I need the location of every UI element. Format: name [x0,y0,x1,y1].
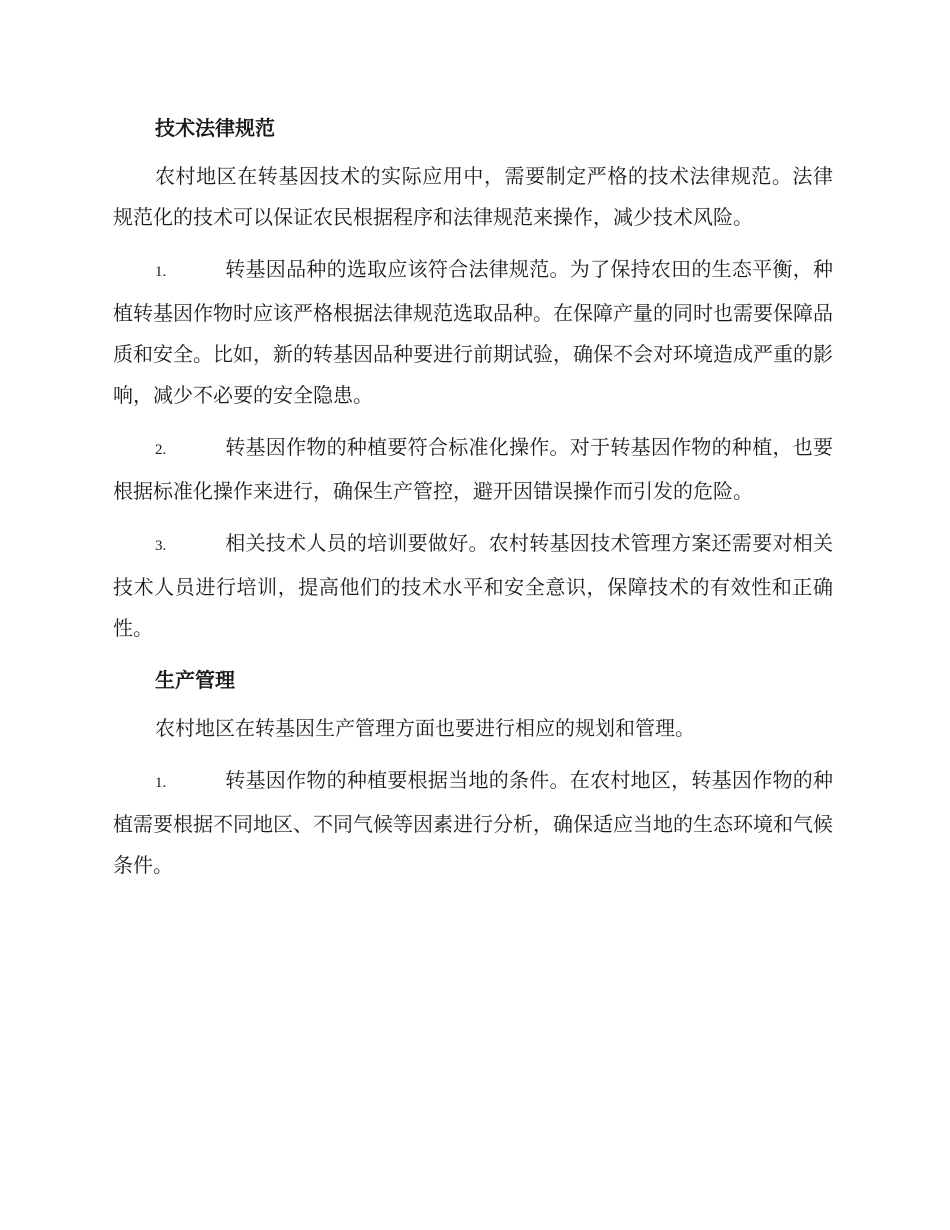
list-item [113,249,833,416]
list-item [113,523,833,649]
list-item [113,760,833,886]
list-item [113,427,833,512]
document-page [113,108,833,897]
section-heading: 技术法律规范 [155,116,275,140]
list-text: 相关技术人员的培训要做好。农村转基因技术管理方案还需要对相关技术人员进行培训，提高他们的技术水平和安全意识，保障技术的有效性和正确性。 [113,531,833,640]
section-intro: 农村地区在转基因生产管理方面也要进行相应的规划和管理。 [155,716,695,740]
list-text: 转基因作物的种植要根据当地的条件。在农村地区，转基因作物的种植需要根据不同地区、不同气候等因素进行分析，确保适应当地的生态环境和气候条件。 [113,768,833,877]
list-text: 转基因品种的选取应该符合法律规范。为了保持农田的生态平衡，种植转基因作物时应该严格根据法律规范选取品种。在保障产量的同时也需要保障品质和安全。比如，新的转基因品种要进行前期试验，确保不会对环境造成严重的影响，减少不必要的安全隐患。 [113,257,833,407]
section-legal-norms [113,108,833,649]
list-number: 3. [155,538,167,554]
section-intro: 农村地区在转基因技术的实际应用中，需要制定严格的技术法律规范。法律规范化的技术可以保证农民根据程序和法律规范来操作，减少技术风险。 [113,164,833,229]
list-text: 转基因作物的种植要符合标准化操作。对于转基因作物的种植，也要根据标准化操作来进行，确保生产管控，避开因错误操作而引发的危险。 [113,435,833,503]
list-number: 1. [155,264,167,280]
list-number: 1. [155,775,167,791]
list-number: 2. [155,442,167,458]
section-production-management [113,660,833,886]
section-heading: 生产管理 [155,668,235,692]
